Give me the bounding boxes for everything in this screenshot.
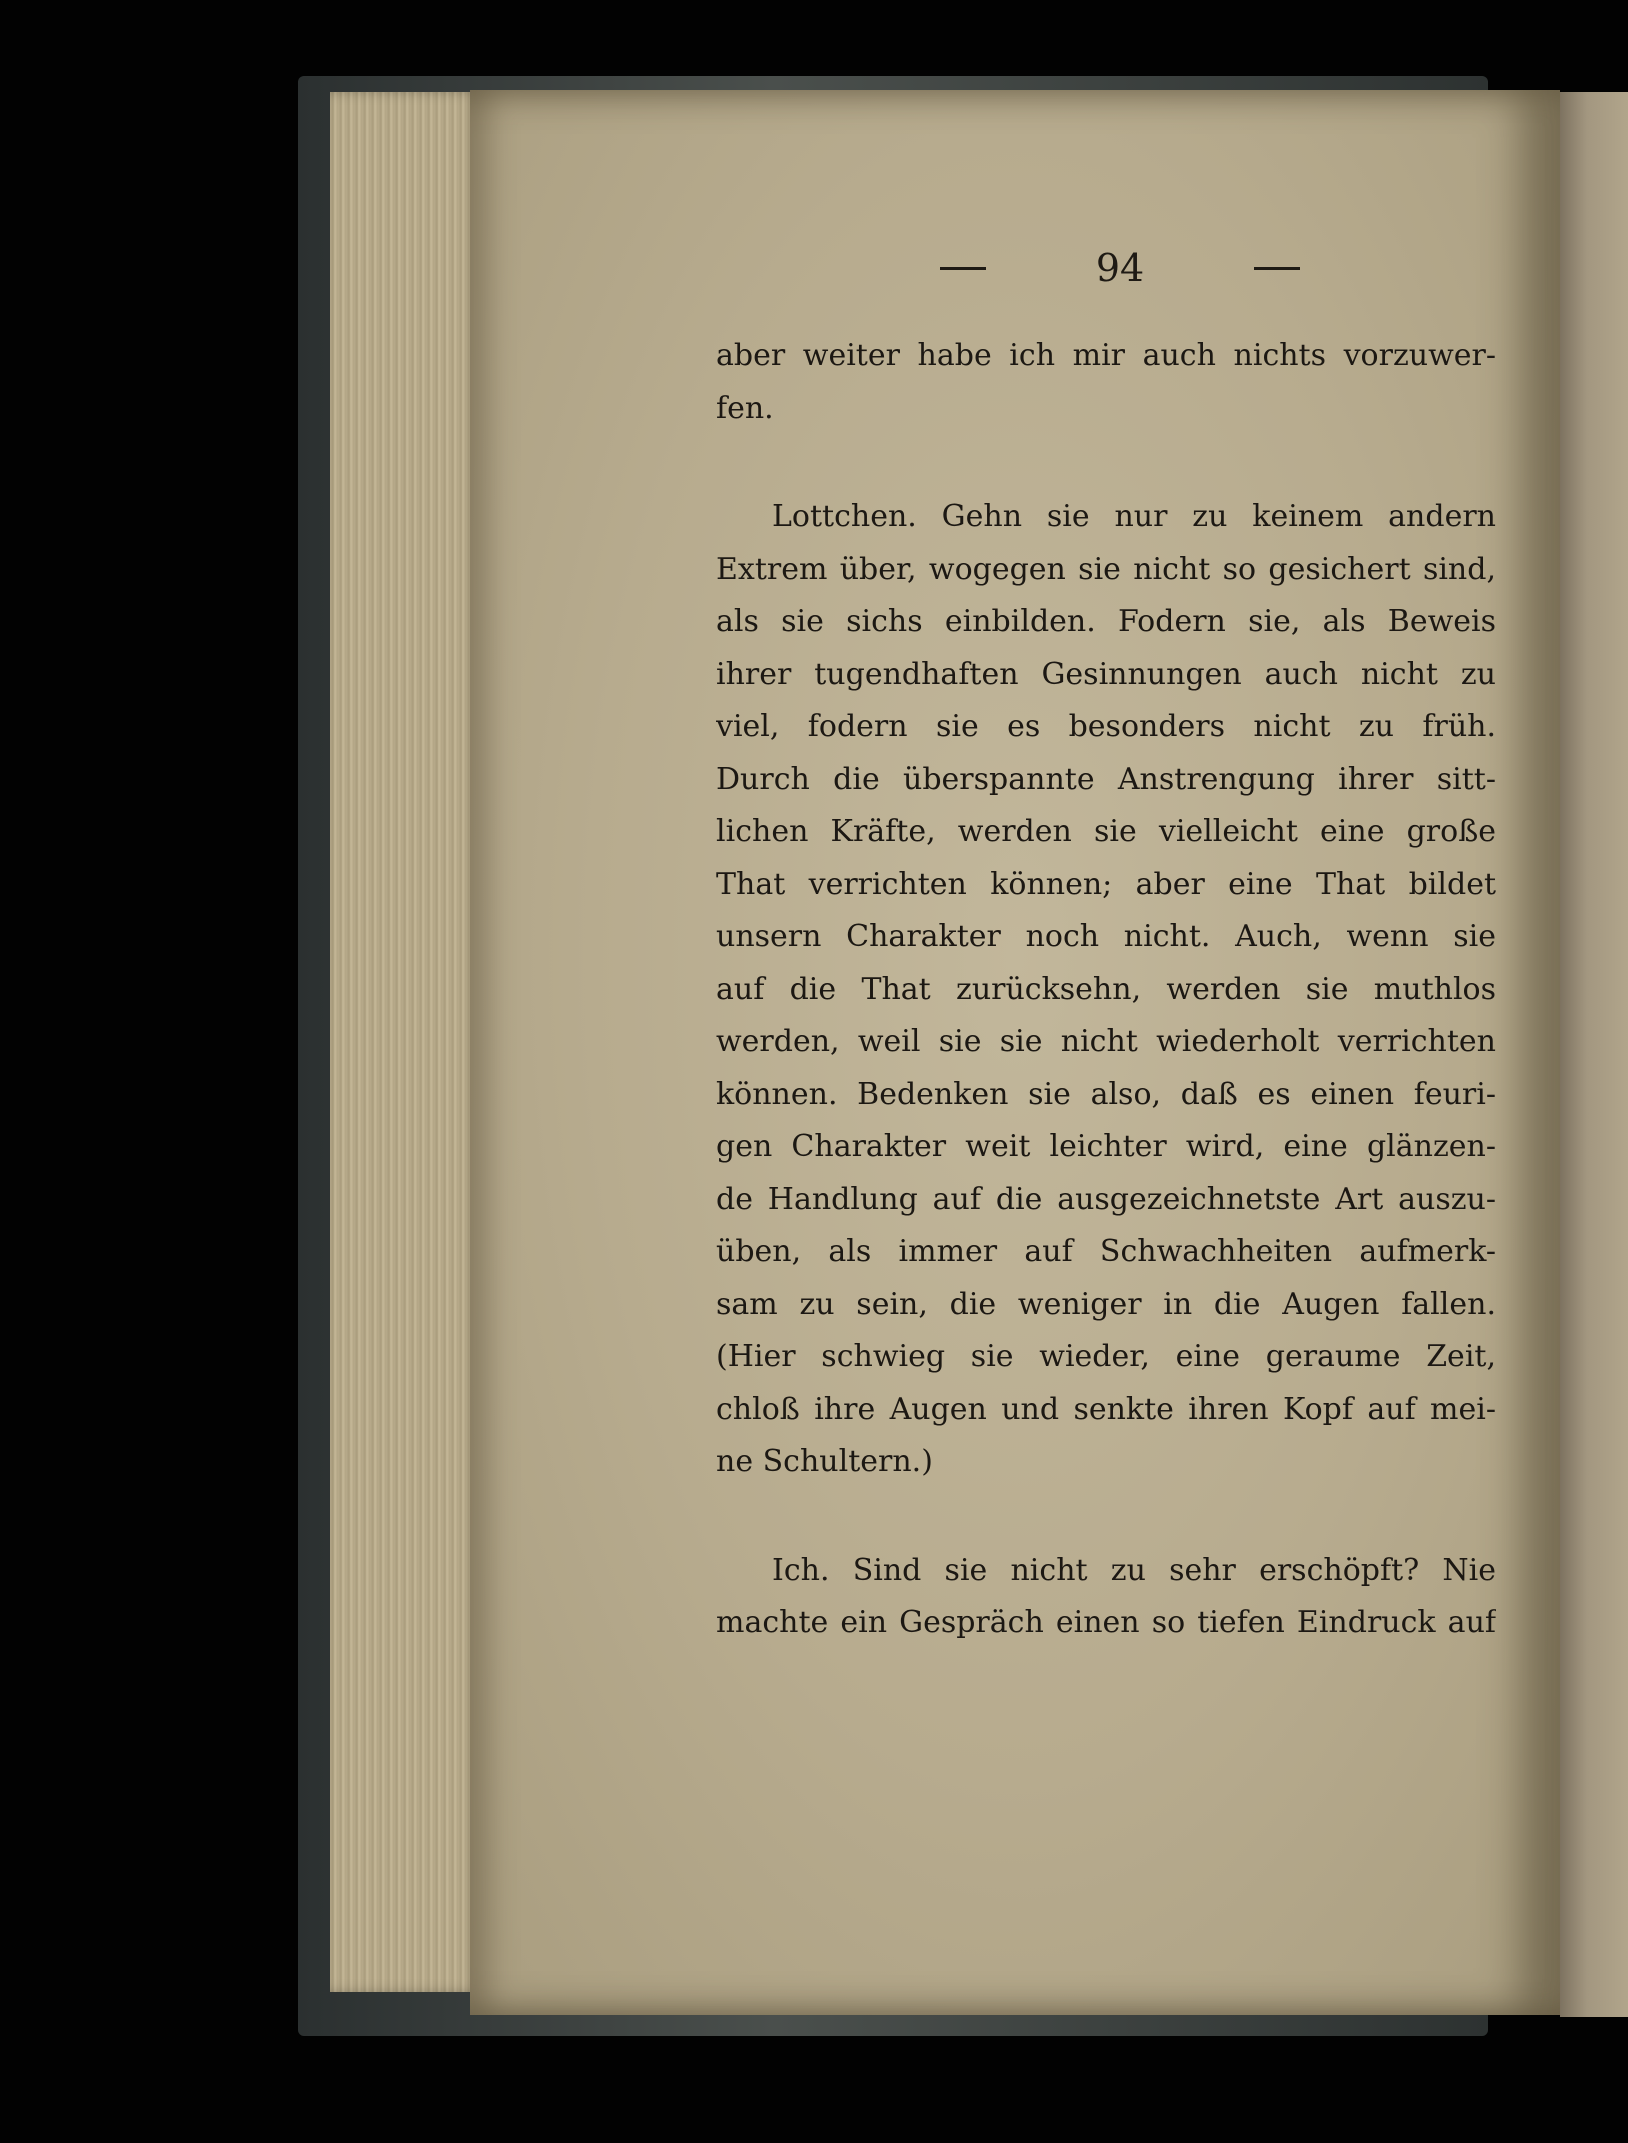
text-line: können. Bedenken sie also, daß es einen feuri- bbox=[716, 1076, 1496, 1112]
page-edges bbox=[330, 92, 480, 1992]
text-line: That verrichten können; aber eine That bildet bbox=[716, 866, 1496, 902]
text-line: chloß ihre Augen und senkte ihren Kopf auf mei- bbox=[716, 1391, 1496, 1427]
text-line: Durch die überspannte Anstrengung ihrer sitt- bbox=[716, 761, 1496, 797]
header-dash-right bbox=[1254, 267, 1300, 270]
text-line: Extrem über, wogegen sie nicht so gesichert sind, bbox=[716, 551, 1496, 587]
text-line: fen. bbox=[716, 390, 774, 426]
text-line: de Handlung auf die ausgezeichnetste Art auszu- bbox=[716, 1181, 1496, 1217]
text-line: werden, weil sie sie nicht wiederholt verrichten bbox=[716, 1024, 1496, 1059]
text-line: auf die That zurücksehn, werden sie muthlos bbox=[716, 971, 1496, 1007]
paragraph bbox=[716, 330, 1496, 435]
text-line: als sie sichs einbilden. Fodern sie, als Beweis bbox=[716, 604, 1496, 639]
text-line: (Hier schwieg sie wieder, eine geraume Zeit, bbox=[716, 1339, 1496, 1374]
page-number: 94 bbox=[1095, 246, 1145, 290]
text-line: aber weiter habe ich mir auch nichts vorzuwer- bbox=[716, 338, 1496, 373]
text-line: viel, fodern sie es besonders nicht zu früh. bbox=[716, 709, 1496, 744]
text-line: machte ein Gespräch einen so tiefen Eindruck auf bbox=[716, 1605, 1496, 1640]
paragraph bbox=[716, 491, 1496, 1489]
running-head bbox=[940, 238, 1300, 298]
header-dash-left bbox=[940, 267, 986, 270]
text-line: ne Schultern.) bbox=[716, 1444, 933, 1479]
paragraph bbox=[716, 1545, 1496, 1650]
text-line: gen Charakter weit leichter wird, eine glänzen- bbox=[716, 1129, 1496, 1164]
text-line: Ich. Sind sie nicht zu sehr erschöpft? Nie bbox=[772, 1552, 1496, 1588]
text-line: üben, als immer auf Schwachheiten aufmerk- bbox=[716, 1234, 1496, 1269]
text-line: unsern Charakter noch nicht. Auch, wenn sie bbox=[716, 919, 1496, 954]
text-line: sam zu sein, die weniger in die Augen fallen. bbox=[716, 1286, 1496, 1322]
page-body bbox=[716, 330, 1496, 1650]
text-line: lichen Kräfte, werden sie vielleicht eine große bbox=[716, 814, 1496, 849]
facing-page-edge bbox=[1560, 92, 1628, 2017]
text-line: Lottchen. Gehn sie nur zu keinem andern bbox=[772, 499, 1496, 534]
text-line: ihrer tugendhaften Gesinnungen auch nicht zu bbox=[716, 656, 1496, 692]
